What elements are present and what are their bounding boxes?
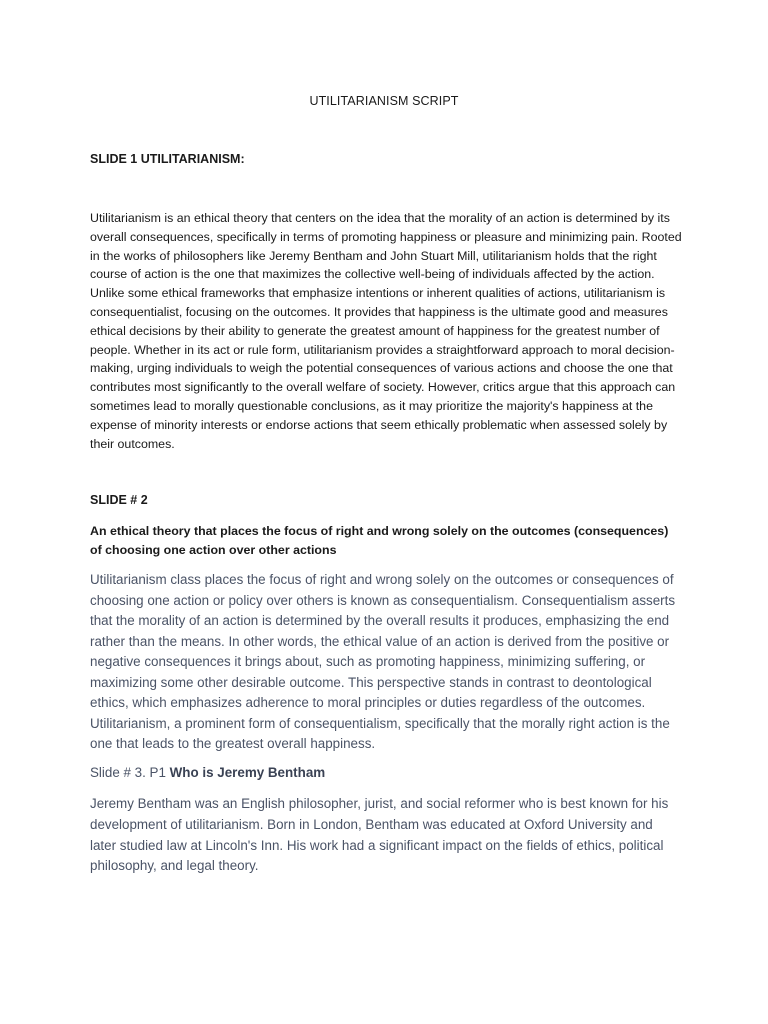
slide2-subheading: An ethical theory that places the focus of right and wrong solely on the outcomes (consequences) of choosing one action over other actions xyxy=(90,524,669,557)
slide3-heading-prefix: Slide # 3. P1 xyxy=(90,765,170,780)
slide1-heading: SLIDE 1 UTILITARIANISM: xyxy=(90,152,245,166)
slide3-heading xyxy=(90,765,325,780)
slide1-paragraph: Utilitarianism is an ethical theory that centers on the idea that the morality of an action is determined by its overall consequences, specifically in terms of promoting happiness or pleasure and minimizing pain. Rooted in the works of philosophers like Jeremy Bentham and John Stuart Mill, utilitarianism holds that the right course of action is the one that maximizes the collective well-being of individuals affected by the action. Unlike some ethical frameworks that emphasize intentions or inherent qualities of actions, utilitarianism is consequentialist, focusing on the outcomes. It provides that happiness is the ultimate good and measures ethical decisions by their ability to generate the greatest amount of happiness for the greatest number of people. Whether in its act or rule form, utilitarianism provides a straightforward approach to moral decision-making, urging individuals to weigh the potential consequences of various actions and choose the one that contributes most significantly to the overall welfare of society. However, critics argue that this approach can sometimes lead to morally questionable conclusions, as it may prioritize the majority's happiness at the expense of minority interests or endorse actions that seem ethically problematic when assessed solely by their outcomes. xyxy=(90,211,682,451)
slide3-paragraph: Jeremy Bentham was an English philosopher, jurist, and social reformer who is best known for his development of utilitarianism. Born in London, Bentham was educated at Oxford University and later studied law at Lincoln's Inn. His work had a significant impact on the fields of ethics, political philosophy, and legal theory. xyxy=(90,796,669,874)
slide2-paragraph: Utilitarianism class places the focus of right and wrong solely on the outcomes or consequences of choosing one action or policy over others is known as consequentialism. Consequentialism asserts that the morality of an action is determined by the overall results it produces, emphasizing the end rather than the means. In other words, the ethical value of an action is derived from the positive or negative consequences it brings about, such as promoting happiness, minimizing suffering, or maximizing some other desirable outcome. This perspective stands in contrast to deontological ethics, which emphasizes adherence to moral principles or duties regardless of the outcomes. Utilitarianism, a prominent form of consequentialism, specifically that the morally right action is the one that leads to the greatest overall happiness. xyxy=(90,572,676,751)
slide3-heading-title: Who is Jeremy Bentham xyxy=(169,765,326,780)
slide2-heading: SLIDE # 2 xyxy=(90,493,148,507)
document-title: UTILITARIANISM SCRIPT xyxy=(309,94,459,108)
